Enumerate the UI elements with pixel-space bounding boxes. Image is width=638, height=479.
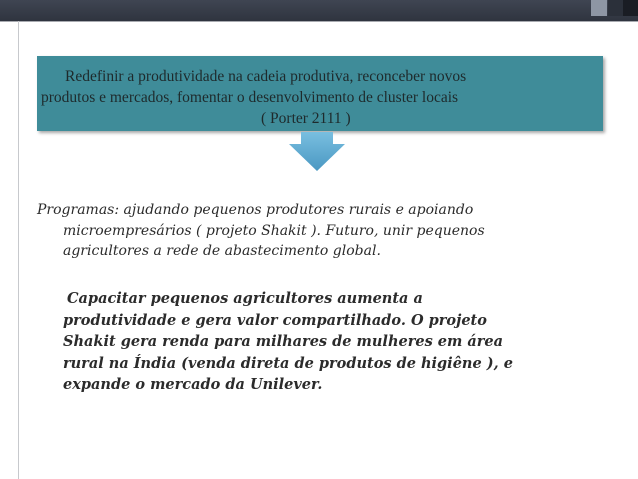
banner-line-1: Redefinir a produtividade na cadeia produtiva, reconceber novos	[65, 68, 467, 85]
shakti-line-5: expande o mercado da Unilever.	[63, 376, 323, 393]
shakti-line-4: rural na Índia (venda direta de produtos de higiêne ), e	[63, 354, 513, 372]
corner-square-mid	[608, 0, 624, 16]
left-rule	[18, 21, 19, 479]
shakti-paragraph	[63, 288, 608, 396]
shakti-line-3: Shakit gera renda para milhares de mulheres em área	[63, 333, 504, 350]
programs-paragraph	[37, 200, 597, 262]
corner-square-light	[591, 0, 607, 16]
down-arrow-icon	[287, 132, 347, 172]
banner-line-2: produtos e mercados, fomentar o desenvolvimento de cluster locais	[41, 89, 459, 106]
programs-line-2: microempresários ( projeto Shakit ). Futuro, unir pequenos	[63, 222, 485, 239]
programs-line-1: Programas: ajudando pequenos produtores rurais e apoiando	[37, 202, 474, 218]
shakti-line-1: Capacitar pequenos agricultores aumenta a	[67, 290, 423, 307]
corner-square-dark	[623, 0, 638, 16]
banner-citation: ( Porter 2111 )	[261, 110, 351, 127]
title-banner	[37, 56, 603, 131]
shakti-line-2: produtividade e gera valor compartilhado. O projeto	[63, 311, 487, 329]
top-bar	[0, 0, 638, 22]
programs-line-3: agricultores a rede de abastecimento global.	[63, 243, 381, 259]
